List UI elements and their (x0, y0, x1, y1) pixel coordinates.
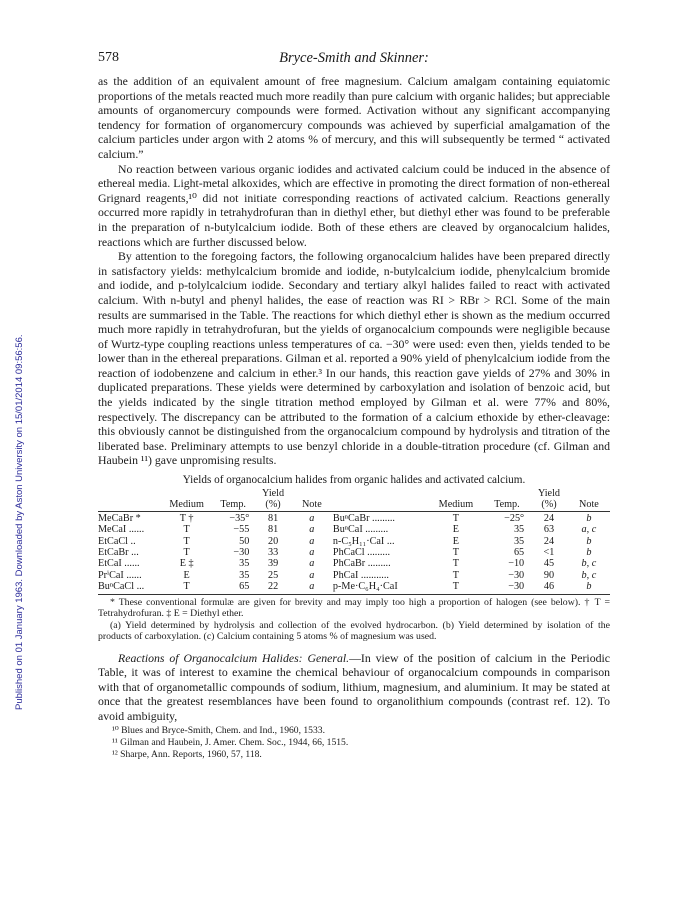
column-header: Note (579, 499, 599, 511)
table-cell: E (183, 569, 190, 581)
paragraph: as the addition of an equivalent amount of free magnesium. Calcium amalgam containing equiatomic proportions of the metals reacted much more readily than pure calcium with organic halides; but appreciable amounts of organomercury compounds were formed. Activation without any significant accompanying tendency for formation of organomercury compounds was achieved by superficial amalgamation of the calcium particles under argon with 2 atoms % of mercury, and this will subsequently be termed “ activated calcium.” (98, 74, 610, 161)
table-cell: b (568, 511, 610, 524)
table-cell: b (586, 535, 592, 547)
table-cell: b (568, 581, 610, 594)
table-cell: PhCaBr ......... (332, 558, 391, 570)
table-cell: 35 (239, 569, 250, 581)
table-cell: BuⁿCaCl ... (98, 581, 162, 594)
download-watermark (2, 150, 25, 710)
table-cell: EtCaCl .. (98, 535, 136, 547)
table-row (98, 581, 610, 594)
table-cell: T (162, 581, 211, 594)
table-cell: a (309, 547, 315, 559)
table-cell: 25 (267, 569, 279, 581)
table-footnote: * These conventional formulæ are given for brevity and may imply too high a proportion of halogen (see below). † T = Tetrahydrofuran. ‡ E = Diethyl ether. (98, 596, 610, 619)
section-heading: Reactions of Organocalcium Halides: General. (118, 650, 350, 665)
column-header: (%) (265, 499, 281, 511)
table-cell: T (183, 524, 190, 536)
column-header: Temp. (220, 499, 246, 511)
table-cell: 81 (267, 524, 279, 536)
table-cell: −30 (484, 581, 531, 594)
page-number: 578 (98, 50, 119, 65)
table-cell: BuⁿCaBr ......... (333, 511, 428, 524)
table-cell: 63 (543, 524, 555, 536)
table-cell: BuⁿCaI ......... (332, 524, 389, 536)
table-cell: <1 (543, 547, 555, 559)
table-cell: E ‡ (179, 558, 194, 570)
table-header-row (98, 499, 610, 511)
table-cell: T (452, 558, 460, 570)
table-cell: MeCaI ...... (98, 524, 145, 536)
table-cell: PhCaCl ......... (332, 547, 391, 559)
table-cell: T (428, 581, 483, 594)
table-cell: b, c (581, 569, 597, 581)
table-cell: 65 (513, 547, 525, 559)
table-footnotes (98, 597, 610, 643)
table-cell: a (309, 569, 315, 581)
table-row (98, 547, 610, 558)
table-cell: a (309, 524, 315, 536)
reference: ¹¹ Gilman and Haubein, J. Amer. Chem. Soc., 1944, 66, 1515. (112, 737, 349, 749)
table-cell: T (452, 547, 460, 559)
yield-header: Yield (262, 488, 285, 500)
journal-page (98, 50, 610, 760)
paragraph: By attention to the foregoing factors, the following organocalcium halides have been prepared directly in satisfactory yields: methylcalcium bromide and iodide, n-butylcalcium iodide, phenylcalcium bromide and iodide, and p-tolylcalcium iodide. Secondary and tertiary alkyl halides failed to react with activated calcium. With n-butyl and phenyl halides, the ease of reaction was RI > RBr > RCl. Some of the main results are summarised in the Table. The reactions for which diethyl ether is shown as the medium occurred much more rapidly in tetrahydrofuran, but the yields of organocalcium compounds were negligible because of Wurtz-type coupling reactions unless temperatures of ca. −30° were used: even then, yields tended to be lower than in the ethereal preparations. Gilman et al. reported a 90% yield of phenylcalcium iodide from the reaction of iodobenzene and calcium in ether.³ In our hands, this reaction gave yields of 27% and 30% in duplicated preparations. These yields were determined by carboxylation and isolation of benzoic acid, but the yields indicated by the single titration method employed by Gilman et al. were 77% and 80%, respectively. The discrepancy can be attributed to the formation of a calcium ethoxide by ether-cleavage: this obviously cannot be distinguished from the organocalcium compound by hydrolysis and titration of the liberated base. Preliminary attempts to use benzyl chloride in a double-titration procedure (cf. Gilman and Haubein ¹¹) gave unpromising results. (98, 249, 610, 468)
table-cell: T (452, 569, 460, 581)
table-row (98, 524, 610, 535)
table-cell: −25° (484, 511, 531, 524)
table-body (98, 511, 610, 594)
yield-header: Yield (537, 488, 561, 500)
paragraph: No reaction between various organic iodides and activated calcium could be induced in the absence of ethereal media. Light-metal alkoxides, which are effective in promoting the direct formation of non-ethereal Grignard reagents,¹⁰ did not initiate corresponding reactions of activated calcium. Reactions generally occurred more rapidly in tetrahydrofuran than in diethyl ether, but diethyl ether was found to be preferable in the preparation of n-butylcalcium iodide. Both of these ethers are cleaved by organocalcium halides, reactions which are further discussed below. (98, 161, 610, 249)
table-cell: 35 (239, 558, 250, 570)
table-cell: a (309, 535, 315, 547)
table-cell: a (291, 511, 333, 524)
table-cell: E (452, 524, 460, 536)
table-header-row (98, 488, 610, 499)
table-cell: MeCaBr * (98, 511, 162, 524)
page-header (98, 50, 610, 70)
table-cell: T † (162, 511, 211, 524)
table-cell: T (183, 535, 190, 547)
references (98, 725, 610, 760)
table-cell: −30 (508, 569, 525, 581)
table-cell: p-Me·C₆H₄·CaI (333, 581, 428, 594)
table-cell: 35 (513, 524, 525, 536)
yields-table (98, 488, 610, 595)
table-cell: −10 (508, 558, 525, 570)
table-cell: 50 (239, 535, 250, 547)
table-cell: n-C₅H₁₁·CaI ... (332, 535, 395, 547)
table-cell: 35 (513, 535, 525, 547)
table-cell: −55 (233, 524, 250, 536)
table-cell: PrⁱCaI ...... (98, 569, 142, 581)
table-cell: 81 (255, 511, 290, 524)
table-cell: 45 (543, 558, 555, 570)
table-cell: EtCaBr ... (98, 547, 139, 559)
table-cell: 24 (543, 535, 555, 547)
section-paragraph (98, 651, 610, 724)
table-title: Yields of organocalcium halides from organic halides and activated calcium. (182, 474, 526, 487)
table-cell: −35° (211, 511, 255, 524)
table-cell: −30 (233, 547, 250, 559)
table-cell: E (452, 535, 460, 547)
table-cell: 33 (267, 547, 279, 559)
reference: ¹⁰ Blues and Bryce-Smith, Chem. and Ind., 1960, 1533. (112, 725, 325, 737)
table-cell: 24 (530, 511, 568, 524)
table-cell: 22 (255, 581, 290, 594)
column-header: Temp. (494, 499, 520, 511)
column-header: Medium (169, 499, 204, 511)
column-header: Medium (438, 499, 474, 511)
table-footnote: (a) Yield determined by hydrolysis and collection of the evolved hydrocarbon. (b) Yield determined by isolation of the products of carboxylation. (c) Calcium containing 5 atoms % of magnesium was used. (98, 620, 610, 643)
table-row (98, 558, 610, 569)
table-cell: 90 (543, 569, 555, 581)
table-cell: a (309, 558, 315, 570)
table-cell: T (428, 511, 483, 524)
table-row (98, 536, 610, 547)
table-cell: EtCaI ...... (98, 558, 140, 570)
table-cell: a (291, 581, 333, 594)
download-watermark-text: Published on 01 January 1963. Downloaded by Aston University on 15/01/2014 09:56:56. (14, 334, 25, 710)
section-text: —In view of the position of calcium in the Periodic Table, it was of interest to examine the chemical behaviour of organocalcium compounds in comparison with that of organometallic compounds of sodium, lithium, magnesium, and aluminium. It may be stated at once that the greatest resemblances have been found to organolithium compounds (contrast ref. 12). To avoid ambiguity, (98, 650, 610, 723)
table-cell: b, c (581, 558, 597, 570)
reference: ¹² Sharpe, Ann. Reports, 1960, 57, 118. (112, 748, 262, 760)
table-row (98, 570, 610, 581)
body-text (98, 74, 610, 468)
table-cell: 65 (211, 581, 255, 594)
table-cell: 39 (267, 558, 279, 570)
table-cell: PhCaI ........... (332, 569, 389, 581)
table-cell: b (586, 547, 592, 559)
table-cell: 20 (267, 535, 279, 547)
table-cell: T (183, 547, 190, 559)
column-header: (%) (541, 499, 557, 511)
running-title: Bryce-Smith and Skinner: (279, 50, 429, 66)
table-cell: 46 (530, 581, 568, 594)
table-row (98, 511, 610, 524)
table-cell: a, c (581, 524, 597, 536)
column-header: Note (301, 499, 322, 511)
